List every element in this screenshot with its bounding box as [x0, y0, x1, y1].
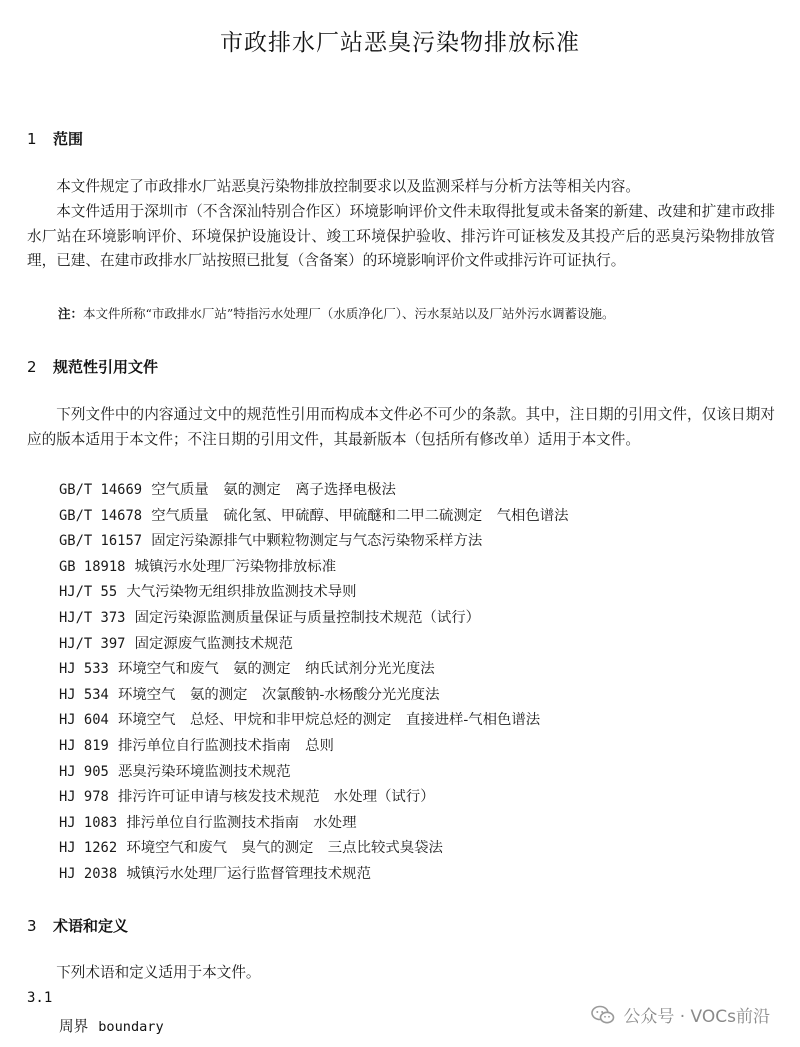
wechat-icon	[591, 1005, 615, 1025]
section-number: 3	[27, 917, 37, 935]
reference-title: 环境空气 总烃、甲烷和非甲烷总烃的测定 直接进样-气相色谱法	[118, 712, 541, 729]
section-3-heading	[27, 915, 128, 936]
note-text: 本文件所称“市政排水厂站”特指污水处理厂（水质净化厂）、污水泵站以及厂站外污水调蓄设施。	[83, 306, 615, 321]
section-1-note	[58, 304, 778, 324]
reference-item	[59, 785, 759, 811]
reference-item	[59, 708, 759, 734]
reference-title: 固定源废气监测技术规范	[134, 635, 293, 652]
reference-item	[59, 657, 759, 683]
reference-title: 空气质量 氨的测定 离子选择电极法	[151, 482, 396, 498]
reference-item	[59, 862, 759, 888]
reference-title: 空气质量 硫化氢、甲硫醇、甲硫醚和二甲二硫测定 气相色谱法	[151, 507, 569, 524]
reference-code: HJ 905	[59, 763, 109, 780]
section-1-heading	[27, 128, 83, 149]
term-entry	[59, 1015, 164, 1036]
section-number: 1	[27, 130, 37, 148]
reference-code: GB/T 16157	[59, 533, 143, 550]
reference-item	[59, 811, 759, 837]
reference-title: 排污许可证申请与核发技术规范 水处理（试行）	[118, 789, 435, 806]
reference-code: HJ 2038	[59, 865, 118, 882]
reference-title: 排污单位自行监测技术指南 水处理	[126, 814, 357, 831]
reference-item	[59, 529, 759, 555]
section-1-paragraph-1: 本文件规定了市政排水厂站恶臭污染物排放控制要求以及监测采样与分析方法等相关内容。	[56, 178, 640, 195]
reference-code: HJ 978	[59, 789, 109, 806]
reference-code: GB 18918	[59, 558, 126, 575]
reference-code: HJ 534	[59, 686, 109, 703]
reference-item	[59, 760, 759, 786]
reference-item	[59, 683, 759, 709]
reference-item	[59, 504, 759, 530]
reference-item	[59, 555, 759, 581]
reference-title: 城镇污水处理厂运行监督管理技术规范	[126, 865, 371, 882]
reference-title: 恶臭污染环境监测技术规范	[118, 763, 291, 780]
reference-item	[59, 632, 759, 658]
reference-item	[59, 836, 759, 862]
reference-item	[59, 478, 759, 504]
reference-code: HJ 604	[59, 712, 109, 729]
reference-title: 固定污染源排气中颗粒物测定与气态污染物采样方法	[151, 533, 483, 550]
reference-item	[59, 606, 759, 632]
section-title: 规范性引用文件	[53, 358, 159, 376]
section-1-paragraph-2: 本文件适用于深圳市（不含深汕特别合作区）环境影响评价文件未取得批复或未备案的新建、改建和扩建市政排水厂站在环境影响评价、环境保护设施设计、竣工环境保护验收、排污许可证核发及其投产后的恶臭污染物排放管理，已建、在建市政排水厂站按照已批复（含备案）的环境影响评价文件或排污许可证执行。	[27, 203, 775, 269]
reference-item	[59, 734, 759, 760]
reference-title: 城镇污水处理厂污染物排放标准	[134, 558, 337, 575]
reference-title: 固定污染源监测质量保证与质量控制技术规范（试行）	[134, 609, 480, 626]
reference-code: GB/T 14669	[59, 482, 143, 498]
section-title: 术语和定义	[53, 917, 129, 935]
watermark	[591, 1002, 770, 1027]
reference-item	[59, 580, 759, 606]
reference-code: HJ/T 55	[59, 584, 118, 601]
reference-title: 环境空气和废气 臭气的测定 三点比较式臭袋法	[126, 840, 443, 857]
reference-title: 环境空气 氨的测定 次氯酸钠-水杨酸分光光度法	[118, 686, 440, 703]
reference-code: HJ/T 397	[59, 635, 126, 652]
section-2-paragraph-1: 下列文件中的内容通过文中的规范性引用而构成本文件必不可少的条款。其中，注日期的引用文件，仅该日期对应的版本适用于本文件；不注日期的引用文件，其最新版本（包括所有修改单）适用于本文件。	[27, 406, 775, 448]
reference-code: HJ 533	[59, 661, 109, 678]
term-number: 3.1	[27, 990, 53, 1006]
reference-title: 大气污染物无组织排放监测技术导则	[126, 584, 357, 601]
reference-code: HJ 1083	[59, 814, 118, 831]
note-label: 注：	[58, 306, 84, 321]
document-title: 市政排水厂站恶臭污染物排放标准	[220, 30, 580, 56]
watermark-text: 公众号 · VOCs前沿	[623, 1007, 770, 1027]
term-english: boundary	[98, 1019, 164, 1035]
reference-list	[59, 478, 759, 888]
term-chinese: 周界	[59, 1018, 89, 1035]
section-title: 范围	[53, 130, 84, 148]
section-3-paragraph-1: 下列术语和定义适用于本文件。	[56, 964, 261, 981]
reference-code: HJ/T 373	[59, 609, 126, 626]
section-number: 2	[27, 358, 37, 376]
reference-title: 排污单位自行监测技术指南 总则	[118, 737, 334, 754]
section-2-heading	[27, 356, 158, 377]
reference-title: 环境空气和废气 氨的测定 纳氏试剂分光光度法	[118, 661, 435, 678]
reference-code: GB/T 14678	[59, 507, 143, 524]
reference-code: HJ 1262	[59, 840, 118, 857]
reference-code: HJ 819	[59, 737, 109, 754]
